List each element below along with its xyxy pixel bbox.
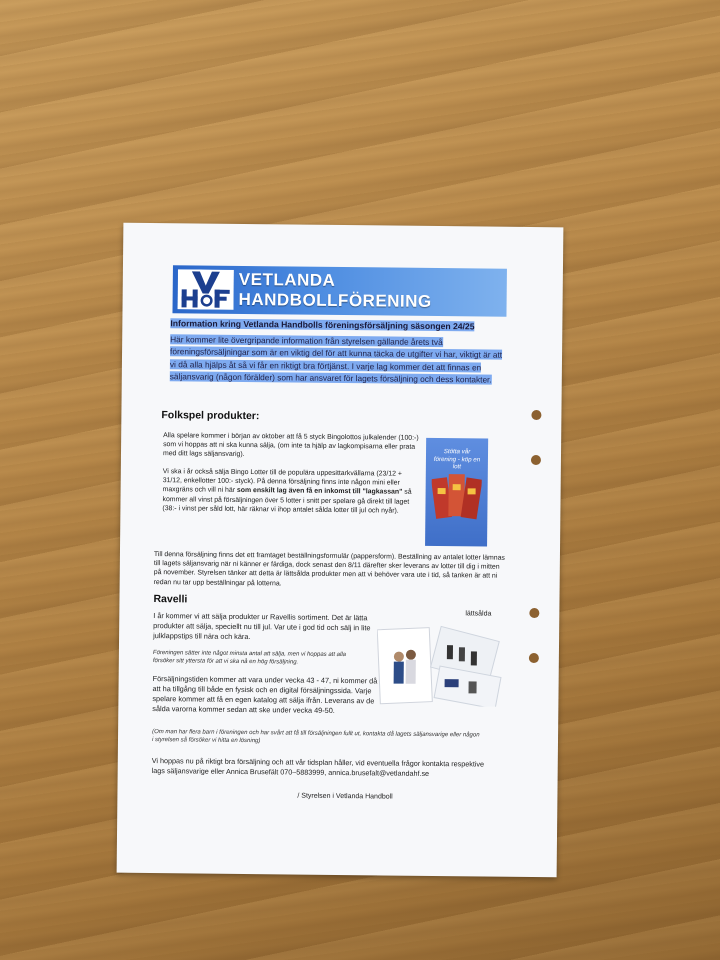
club-banner	[172, 265, 506, 316]
ravelli-note-1: Föreningen sätter inte något minsta antal att sälja, men vi hoppas att alla försöker sitt yttersta för att vi ska nå en hög försäljning.	[152, 650, 347, 666]
document-subtitle: Information kring Vetlanda Handbolls föreningsförsäljning säsongen 24/25	[170, 318, 475, 332]
closing-paragraph: Vi hoppas nu på riktigt bra försäljning och att vår tidsplan håller, vid eventuella frågor kontakta respektive lags säljansvarige eller Annica Brusefält 070–5883999, annica.brusefalt@vetlandahf.se	[151, 756, 485, 778]
document-page	[117, 223, 564, 878]
ravelli-paragraph-1: I år kommer vi att sälja produkter ur Ravellis sortiment. Det är lätta produkter att sälja, speciellt nu till jul. Var ute i god tid och sälj in lite julklappstips till nära och kära.	[153, 611, 371, 642]
ravelli-heading: Ravelli	[153, 593, 188, 606]
bingolotto-image: Stötta vår förening - köp en lott	[425, 438, 488, 547]
club-logo-icon	[178, 269, 234, 310]
punch-hole	[531, 455, 541, 465]
lattsalda-label: lättsålda	[465, 610, 492, 618]
lottery-tickets-icon	[431, 468, 482, 539]
folkspel-paragraph-1: Alla spelare kommer i början av oktober att få 5 styck Bingolottos julkalender (100:-) som vi hoppas att ni ska kunna sälja, (om inte ta hjälp av lagkompisarna eller prata med ditt lags säljansvarig).	[162, 432, 419, 459]
folkspel-heading: Folkspel produkter:	[161, 409, 260, 423]
signature: / Styrelsen i Vetlanda Handboll	[297, 792, 393, 801]
club-name-line1: VETLANDA	[238, 269, 336, 290]
ravelli-note-2: (Om man har flera barn i föreningen och har svårt att få till försäljningen fullt ut, kontakta då lagets säljansvarige eller någon i styrelsen så försöker vi hitta en lösning)	[151, 729, 480, 745]
punch-hole	[529, 653, 539, 663]
ravelli-catalog-image	[376, 620, 505, 706]
ravelli-paragraph-2: Försäljningstiden kommer att vara under vecka 43 - 47, ni kommer då att ha tillgång till både en fysisk och en digital försäljningssida. Varje spelare kommer att få en egen katalog att sälja ifrån. Leverans av de sålda varorna kommer sedan att ske under vecka 49-50.	[152, 674, 378, 715]
punch-hole	[531, 410, 541, 420]
folkspel-paragraph-3: Till denna försäljning finns det ett framtaget beställningsformulär (pappersform). Beställning av antalet lotter lämnas till lagets säljansvarig när ni känner er färdiga, dock senast den 8/11 därefter sker leverans av lotter till dig i mitten på november. Styrelsen tänker att detta är lättsålda produkter men att vi behöver vara ute i tid, så tanken är att ni redan nu tar upp beställningar på lotterna.	[153, 551, 505, 587]
punch-hole	[529, 608, 539, 618]
folkspel-paragraph-2: Vi ska i år också sälja Bingo Lotter till de populära uppesittarkvällarna (23/12 + 31/12, enkellotter 100:- styck). På denna försäljning finns inte någon mini eller maxgräns och vill ni här som enskilt lag även få en inkomst till "lagkassan" så kommer all vinst på försäljningen över 5 lotter i snitt per spelare gå direkt till laget (38:- i vinst per såld lott, här räknar vi ihop antalet sålda lotter till jul och nyår).	[162, 468, 412, 515]
intro-paragraph: Här kommer lite övergripande information från styrelsen gällande årets två föreningsförsäljningar som är en viktig del för att kunna täcka de utgifter vi har, viktigt är att vi då alla hjälps åt så vi får en riktigt bra förtjänst. I varje lag kommer det att finnas en säljansvarig (någon förälder) som har ansvaret för lagets försäljning och dess kontakter.	[169, 334, 503, 385]
club-name-line2: HANDBOLLFÖRENING	[238, 289, 432, 311]
